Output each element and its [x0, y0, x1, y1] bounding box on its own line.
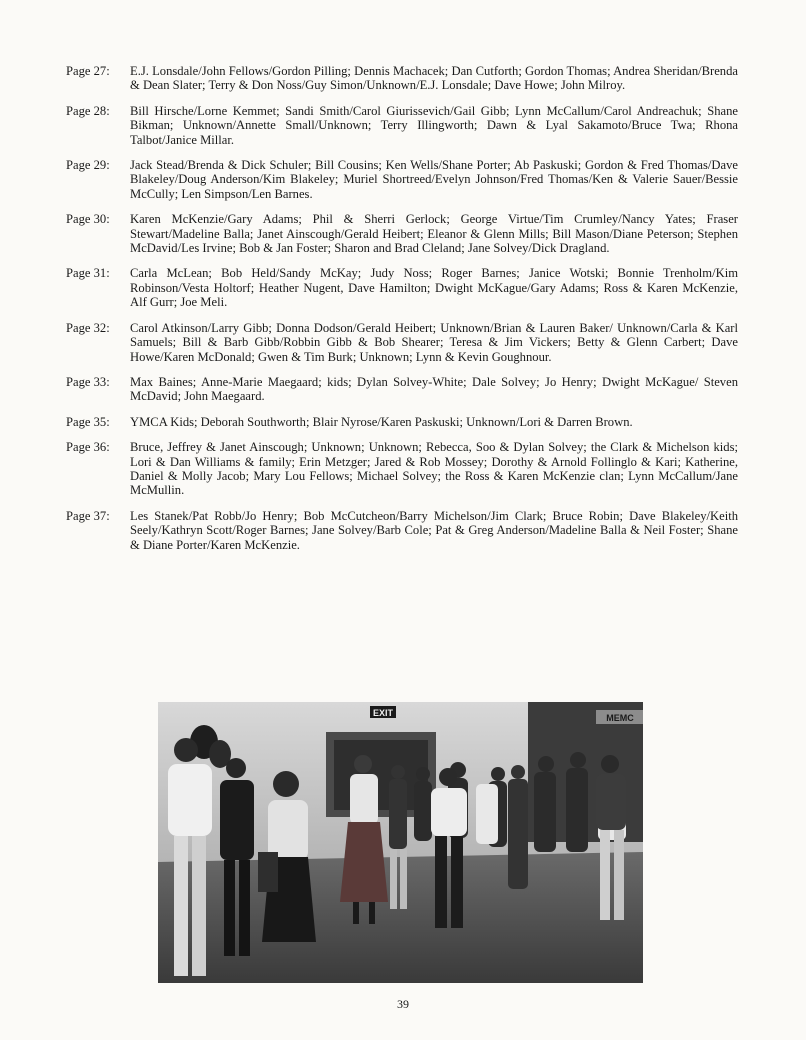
caption-names: YMCA Kids; Deborah Southworth; Blair Nyrose/Karen Paskuski; Unknown/Lori & Darren Brown. [130, 414, 633, 429]
caption-page-label: Page 28: [66, 103, 110, 118]
caption-names: Carol Atkinson/Larry Gibb; Donna Dodson/Gerald Heibert; Unknown/Brian & Lauren Baker/ Unknown/Carla & Karl Samuels; Bill & Barb Gibb/Robbin Gibb & Bob Shearer; Teresa & Jim Vickers; Betty & Glenn Carbert; Dave Howe/Karen McDonald; Gwen & Tim Burk; Unknown; Lynn & Kevin Goughnour. [130, 320, 738, 364]
caption-entry [66, 415, 738, 429]
caption-entry [66, 266, 738, 309]
caption-page-label: Page 31: [66, 266, 110, 281]
exit-sign: EXIT [372, 708, 394, 718]
caption-entry [66, 158, 738, 201]
group-photo [158, 702, 643, 983]
caption-entry [66, 212, 738, 255]
caption-entry [66, 321, 738, 364]
caption-names: Carla McLean; Bob Held/Sandy McKay; Judy Noss; Roger Barnes; Janice Wotski; Bonnie Trenholm/Kim Robinson/Vesta Holtorf; Heather Nugent, Dave Hamilton; Dwight McKague/Gary Adams; Ross & Karen McKenzie, Alf Gurr; Joe Meli. [130, 266, 738, 310]
caption-names: Bruce, Jeffrey & Janet Ainscough; Unknown; Unknown; Rebecca, Soo & Dylan Solvey; the Clark & Michelson kids; Lori & Dan Williams & family; Erin Metzger; Jared & Rob Mossey; Dorothy & Arnold Follinglo & Kari; Katherine, Daniel & Molly Jacob; Mary Lou Fellows; Michael Solvey; the Ross & Karen McKenzie clan; Lynn McCallum/Jane McMullin. [130, 440, 738, 498]
photo-captions [66, 64, 738, 563]
caption-page-label: Page 32: [66, 320, 110, 335]
caption-page-label: Page 29: [66, 158, 110, 173]
caption-names: Karen McKenzie/Gary Adams; Phil & Sherri Gerlock; George Virtue/Tim Crumley/Nancy Yates; Fraser Stewart/Madeline Balla; Janet Ainscough/Gerald Heibert; Eleanor & Glenn Mills; Bill Mason/Diane Peterson; Stephen McDavid/Les Irvine; Bob & Jan Foster; Sharon and Brad Cleland; Jane Solvey/Dick Dragland. [130, 212, 738, 256]
caption-page-label: Page 36: [66, 440, 110, 455]
caption-names: Jack Stead/Brenda & Dick Schuler; Bill Cousins; Ken Wells/Shane Porter; Ab Paskuski; Gordon & Fred Thomas/Dave Blakeley/Doug Anderson/Kim Blakeley; Muriel Shortreed/Evelyn Johnson/Fred Thomas/Ken & Valerie Sauer/Bessie McCully; Len Simpson/Len Barnes. [130, 158, 738, 201]
caption-entry [66, 440, 738, 498]
page-number: 39 [397, 997, 409, 1011]
caption-names: Bill Hirsche/Lorne Kemmet; Sandi Smith/Carol Giurissevich/Gail Gibb; Lynn McCallum/Carol Andreachuk; Shane Bikman; Unknown/Annette Small/Unknown; Terry Illingworth; Dawn & Lyal Sakamoto/Bruce Twa; Rhona Talbot/Janice Millar. [130, 103, 738, 147]
caption-entry [66, 509, 738, 552]
caption-names: E.J. Lonsdale/John Fellows/Gordon Pilling; Dennis Machacek; Dan Cutforth; Gordon Thomas; Andrea Sheridan/Brenda & Dean Slater; Terry & Don Noss/Guy Simon/Unknown/E.J. Lonsdale; Dave Howe; John Milroy. [130, 64, 738, 93]
caption-page-label: Page 27: [66, 64, 110, 78]
caption-page-label: Page 30: [66, 212, 110, 227]
caption-names: Les Stanek/Pat Robb/Jo Henry; Bob McCutcheon/Barry Michelson/Jim Clark; Bruce Robin; Dave Blakeley/Keith Seely/Kathryn Scott/Roger Barnes; Jane Solvey/Barb Cole; Pat & Greg Anderson/Madeline Balla & Neil Foster; Shane & Diane Porter/Karen McKenzie. [130, 508, 738, 552]
caption-names: Max Baines; Anne-Marie Maegaard; kids; Dylan Solvey-White; Dale Solvey; Jo Henry; Dwight McKague/ Steven McDavid; John Maegaard. [130, 374, 738, 404]
caption-page-label: Page 37: [66, 508, 110, 523]
caption-page-label: Page 35: [66, 414, 110, 429]
caption-entry [66, 375, 738, 404]
caption-page-label: Page 33: [66, 374, 110, 389]
wall-sign: MEMC [606, 713, 634, 723]
group-photo-illustration [158, 702, 643, 983]
caption-entry [66, 104, 738, 147]
caption-entry [66, 64, 738, 93]
